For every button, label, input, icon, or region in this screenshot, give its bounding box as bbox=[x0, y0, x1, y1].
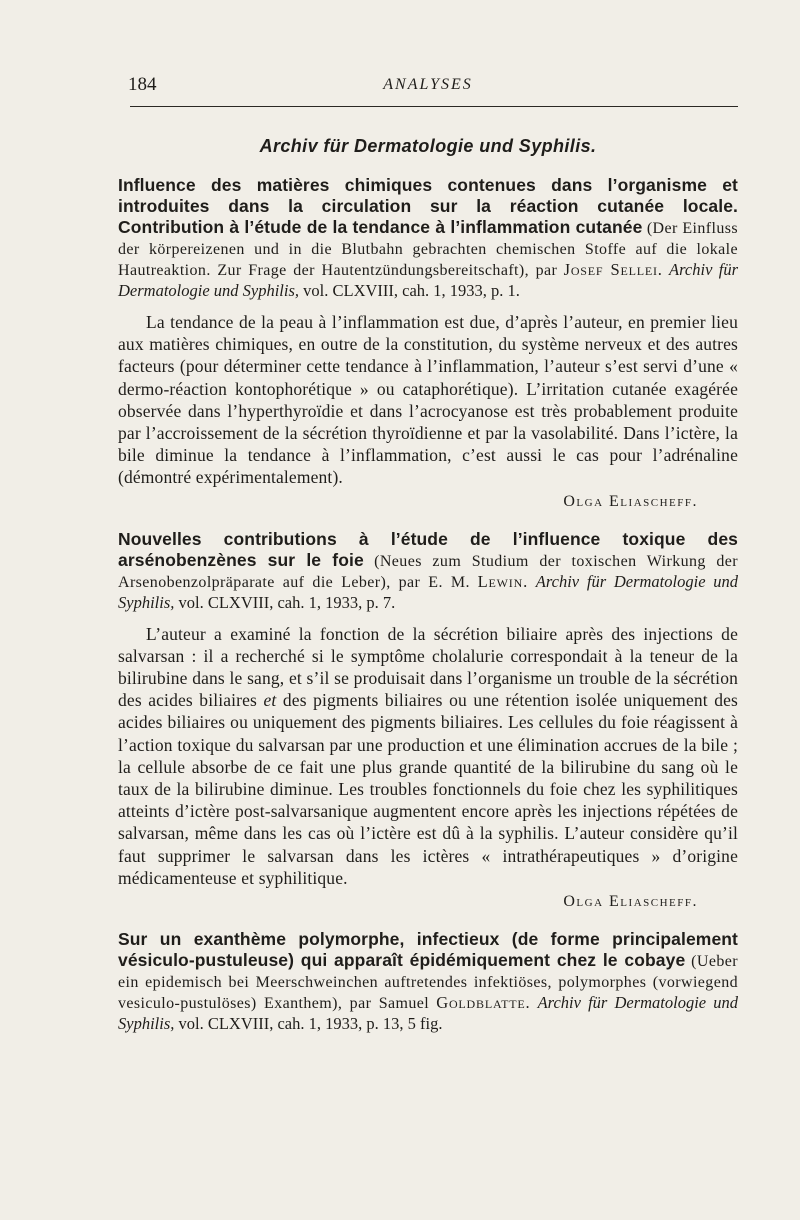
article-author: Goldblatte. bbox=[436, 993, 531, 1013]
abstract-part: des pigments biliaires ou une rétention isolée uniquement des acides biliaires ou uniquement des pigments biliaires. Les cellules du foie réagissent à l’action toxique du salvarsan par une production et une élimination accrues de la bile ; la cellule absorbe de ce fait une plus grande quantité de la bilirubine du sang où le taux de la bilirubine diminue. Les troubles fonctionnels du foie chez les syphilitiques atteints d’ictère post-salvarsanique augmentent encore après les injections répétées de salvarsan, même dans les cas où l’ictère est dû à la syphilis. L’auteur considère qu’il faut supprimer le salvarsan dans les ictères « intrathérapeutiques » d’origine médicamenteuse et syphilitique. bbox=[118, 690, 738, 888]
review-entry-1 bbox=[118, 175, 738, 511]
reviewer-signature: Olga Eliascheff. bbox=[563, 893, 698, 911]
abstract-emphasis: et bbox=[263, 690, 277, 711]
journal-reference: Archiv für Dermatologie und Syphilis, bbox=[118, 571, 739, 612]
page-number: 184 bbox=[128, 74, 157, 95]
review-entry-2 bbox=[118, 529, 738, 911]
page bbox=[118, 72, 738, 1034]
article-title-fr: Sur un exanthème polymorphe, infectieux (de forme principalement vésiculo-pustuleuse) qui apparaît épidémiquement chez le cobaye bbox=[118, 929, 738, 971]
abstract-text bbox=[118, 623, 738, 889]
journal-reference: Archiv für Dermatologie und Syphilis, bbox=[118, 993, 738, 1034]
abstract-text: La tendance de la peau à l’inflammation est due, d’après l’auteur, en premier lieu aux matières chimiques, en outre de la constitution, du système nerveux et des autres facteurs (pour déterminer cette tendance à l’inflammation, l’auteur s’est servi d’une « dermo-réaction kontophorétique » ou cataphorétique). L’irritation cutanée exagérée observée dans l’hyperthyroïdie et dans l’acrocyanose est très probablement produite par l’accroissement de la sécrétion thyroïdienne et par la vasolabilité. Dans l’ictère, la bile diminue la tendance à l’inflammation, c’est aussi le cas pour l’adrénaline (démontré expérimentalement). bbox=[118, 312, 738, 488]
article-author: Josef Sellei. bbox=[563, 260, 663, 279]
running-title: ANALYSES bbox=[383, 76, 473, 93]
article-title-de: (Neues zum Studium der toxischen Wirkung der Arsenobenzolpräparate auf die Leber), par E. M. bbox=[118, 552, 739, 591]
article-title-fr: Nouvelles contributions à l’étude de l’influence toxique des arsénobenzènes sur le foie bbox=[118, 528, 738, 570]
citation-details: vol. CLXVIII, cah. 1, 1933, p. 7. bbox=[178, 592, 396, 612]
reviewer-signature: Olga Eliascheff. bbox=[563, 492, 698, 510]
running-head bbox=[118, 72, 738, 106]
entry-heading bbox=[118, 929, 738, 1034]
journal-section-title: Archiv für Dermatologie und Syphilis. bbox=[259, 136, 597, 156]
entry-heading bbox=[118, 175, 738, 301]
entry-heading bbox=[118, 529, 738, 613]
citation-details: vol. CLXVIII, cah. 1, 1933, p. 1. bbox=[303, 281, 520, 300]
abstract-part: L’auteur a examiné la fonction de la sécrétion biliaire après des injections de salvarsan : il a recherché si le symptôme cholalurie correspondait à la teneur de la bilirubine dans le sang, et s’il se produisait dans l’organisme un trouble de la sécrétion des acides biliaires bbox=[118, 623, 738, 711]
article-title-fr: Influence des matières chimiques contenues dans l’organisme et introduites dans la circulation sur la réaction cutanée locale. Contribution à l’étude de la tendance à l’inflammation cutanée bbox=[118, 175, 738, 237]
article-author: Lewin. bbox=[477, 571, 528, 591]
journal-reference: Archiv für Dermatologie und Syphilis, bbox=[118, 260, 738, 300]
review-entry-3 bbox=[118, 929, 738, 1034]
article-title-de: (Ueber ein epidemisch bei Meerschweinchen auftretendes infektiöses, polymorphes (vorwiegend vesiculo-pustulöses) Exanthem), par Samuel bbox=[118, 953, 738, 1013]
citation-details: vol. CLXVIII, cah. 1, 1933, p. 13, 5 fig. bbox=[178, 1014, 443, 1034]
article-title-de: (Der Einfluss der körpereizenen und in die Blutbahn gebrachten chemischen Stoffe auf die lokale Hautreaktion. Zur Frage der Hautentzündungsbereitschaft), par bbox=[118, 220, 739, 279]
header-rule bbox=[130, 106, 738, 107]
